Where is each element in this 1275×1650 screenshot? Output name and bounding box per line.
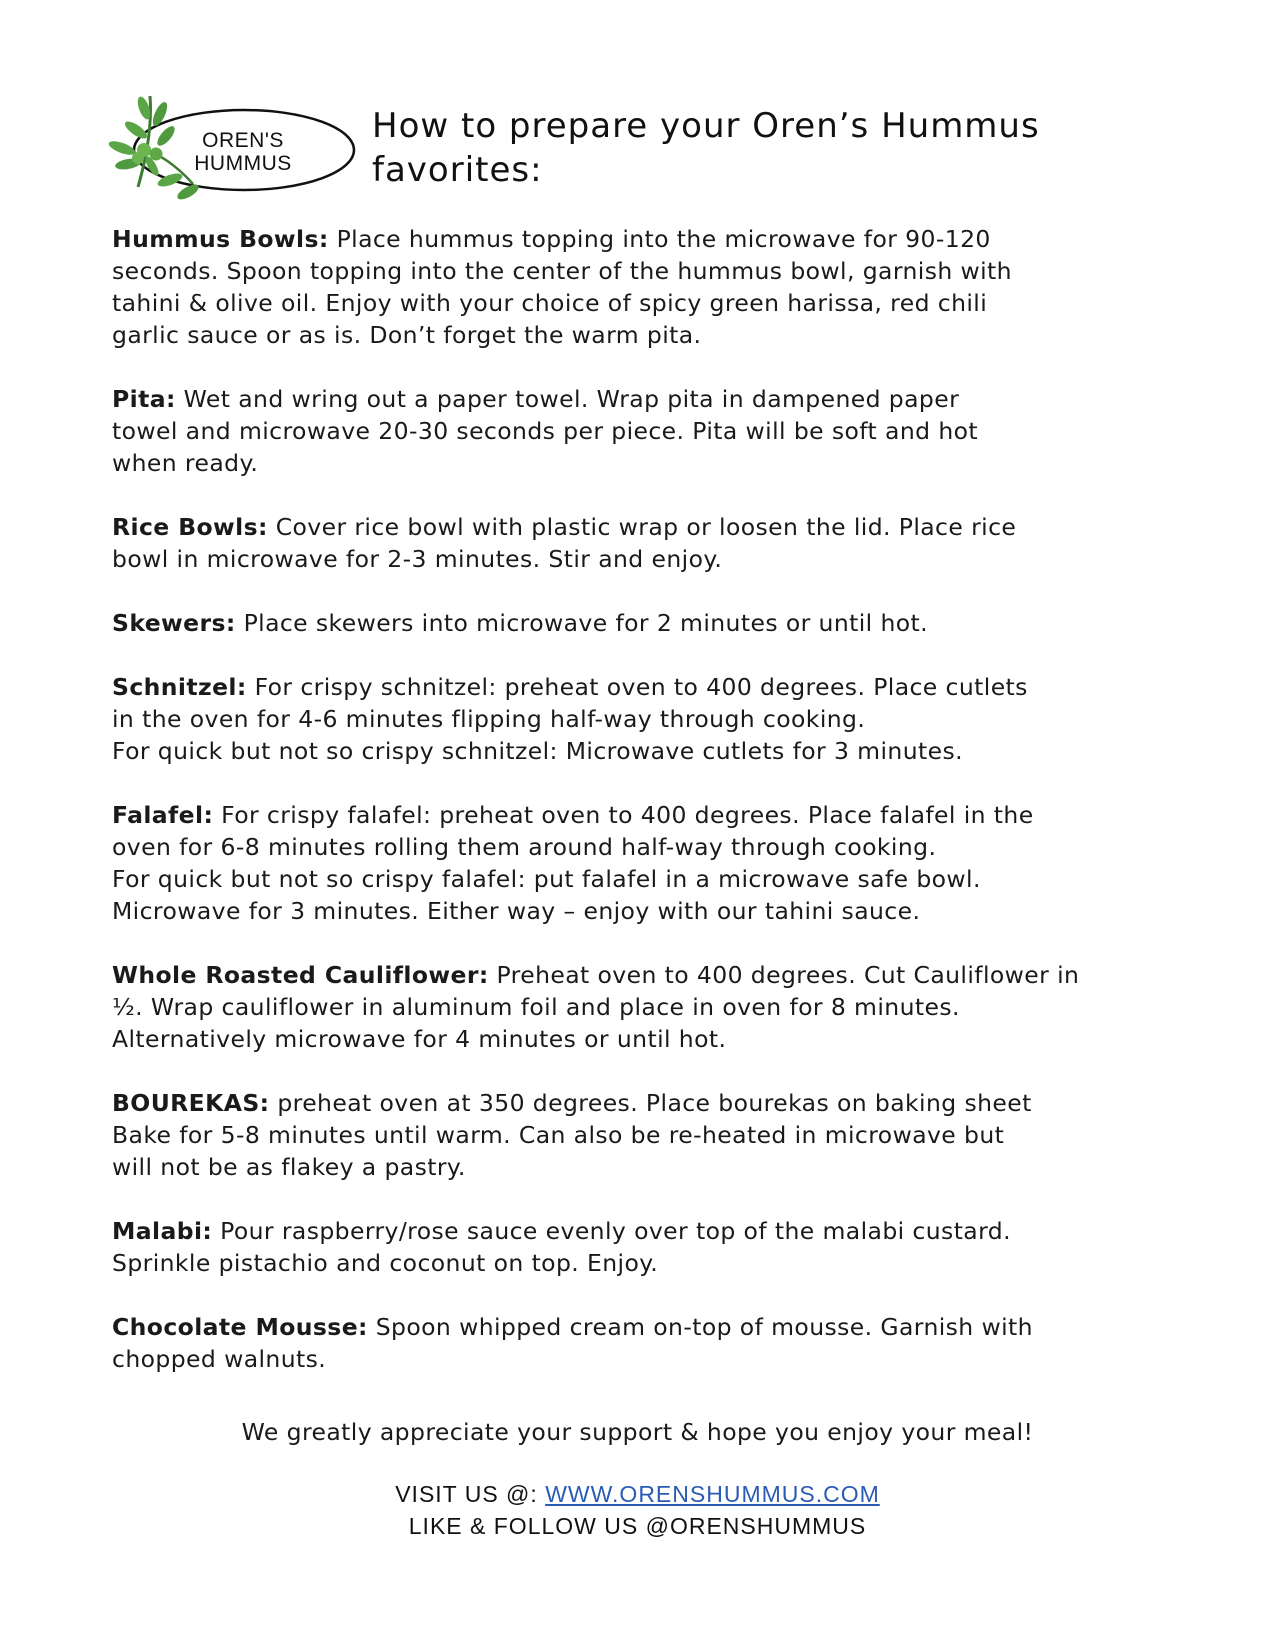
section-text: Microwave for 3 minutes. Either way – enjoy with our tahini sauce.	[112, 897, 921, 925]
orens-hummus-logo	[108, 92, 358, 204]
instruction-line	[112, 1343, 1172, 1375]
footer	[0, 1478, 1275, 1542]
instruction-line	[112, 447, 1172, 479]
instruction-section	[112, 223, 1172, 351]
logo-line-1: OREN'S	[202, 129, 284, 152]
logo-line-2: HUMMUS	[194, 152, 292, 175]
instruction-line	[112, 223, 1172, 255]
visit-line	[0, 1478, 1275, 1510]
page-title: How to prepare your Oren’s Hummus favorites:	[372, 106, 1040, 190]
section-text: bowl in microwave for 2-3 minutes. Stir and enjoy.	[112, 545, 723, 573]
section-label: Falafel:	[112, 801, 214, 829]
instruction-line	[112, 831, 1172, 863]
section-text: towel and microwave 20-30 seconds per piece. Pita will be soft and hot	[112, 417, 979, 445]
section-text: oven for 6-8 minutes rolling them around half-way through cooking.	[112, 833, 937, 861]
instruction-line	[112, 255, 1172, 287]
instruction-section	[112, 607, 1172, 639]
instruction-line	[112, 991, 1172, 1023]
instruction-line	[112, 319, 1172, 351]
section-text: when ready.	[112, 449, 259, 477]
instruction-line	[112, 863, 1172, 895]
section-label: Rice Bowls:	[112, 513, 268, 541]
section-text: Alternatively microwave for 4 minutes or until hot.	[112, 1025, 727, 1053]
section-text: Pour raspberry/rose sauce evenly over top of the malabi custard.	[220, 1217, 1011, 1245]
instruction-line	[112, 1087, 1172, 1119]
website-link[interactable]: WWW.ORENSHUMMUS.COM	[545, 1481, 880, 1507]
section-label: Chocolate Mousse:	[112, 1313, 368, 1341]
instruction-line	[112, 287, 1172, 319]
section-text: Place skewers into microwave for 2 minutes or until hot.	[243, 609, 929, 637]
instruction-line	[112, 1023, 1172, 1055]
instruction-line	[112, 1247, 1172, 1279]
instruction-section	[112, 799, 1172, 927]
instruction-section	[112, 959, 1172, 1055]
section-text: For crispy falafel: preheat oven to 400 degrees. Place falafel in the	[221, 801, 1034, 829]
section-label: BOUREKAS:	[112, 1089, 270, 1117]
instruction-line	[112, 543, 1172, 575]
instruction-line	[112, 671, 1172, 703]
instruction-section	[112, 1311, 1172, 1375]
instruction-line	[112, 1151, 1172, 1183]
section-text: seconds. Spoon topping into the center of the hummus bowl, garnish with	[112, 257, 1012, 285]
section-text: Bake for 5-8 minutes until warm. Can also be re-heated in microwave but	[112, 1121, 1005, 1149]
instruction-line	[112, 959, 1172, 991]
section-text: Sprinkle pistachio and coconut on top. Enjoy.	[112, 1249, 659, 1277]
section-text: Spoon whipped cream on-top of mousse. Garnish with	[375, 1313, 1033, 1341]
section-text: garlic sauce or as is. Don’t forget the warm pita.	[112, 321, 702, 349]
section-text: Preheat oven to 400 degrees. Cut Cauliflower in	[496, 961, 1080, 989]
section-label: Whole Roasted Cauliflower:	[112, 961, 489, 989]
instruction-section	[112, 511, 1172, 575]
closing-message: We greatly appreciate your support & hope you enjoy your meal!	[241, 1418, 1034, 1446]
section-text: will not be as flakey a pastry.	[112, 1153, 466, 1181]
section-label: Schnitzel:	[112, 673, 247, 701]
section-text: For crispy schnitzel: preheat oven to 400 degrees. Place cutlets	[254, 673, 1028, 701]
instruction-line	[112, 735, 1172, 767]
instruction-line	[112, 799, 1172, 831]
instructions-list	[112, 223, 1172, 1407]
section-label: Malabi:	[112, 1217, 213, 1245]
instruction-line	[112, 1311, 1172, 1343]
section-label: Pita:	[112, 385, 176, 413]
section-label: Skewers:	[112, 609, 236, 637]
instruction-line	[112, 703, 1172, 735]
section-text: For quick but not so crispy schnitzel: Microwave cutlets for 3 minutes.	[112, 737, 963, 765]
instruction-line	[112, 895, 1172, 927]
section-text: Wet and wring out a paper towel. Wrap pita in dampened paper	[183, 385, 960, 413]
instruction-line	[112, 511, 1172, 543]
section-text: ½. Wrap cauliflower in aluminum foil and place in oven for 8 minutes.	[112, 993, 960, 1021]
instruction-line	[112, 607, 1172, 639]
section-text: Place hummus topping into the microwave for 90-120	[336, 225, 991, 253]
instruction-line	[112, 415, 1172, 447]
section-text: in the oven for 4-6 minutes flipping half-way through cooking.	[112, 705, 866, 733]
instruction-section	[112, 1087, 1172, 1183]
logo-wordmark	[178, 129, 308, 175]
section-label: Hummus Bowls:	[112, 225, 329, 253]
instruction-section	[112, 383, 1172, 479]
visit-prefix: VISIT US @:	[395, 1481, 538, 1507]
follow-line: LIKE & FOLLOW US @ORENSHUMMUS	[408, 1513, 867, 1539]
section-text: chopped walnuts.	[112, 1345, 327, 1373]
section-text: tahini & olive oil. Enjoy with your choice of spicy green harissa, red chili	[112, 289, 988, 317]
instruction-line	[112, 1119, 1172, 1151]
instruction-line	[112, 1215, 1172, 1247]
instruction-line	[112, 383, 1172, 415]
instruction-section	[112, 1215, 1172, 1279]
section-text: Cover rice bowl with plastic wrap or loosen the lid. Place rice	[275, 513, 1017, 541]
section-text: preheat oven at 350 degrees. Place bourekas on baking sheet	[277, 1089, 1032, 1117]
instruction-section	[112, 671, 1172, 767]
section-text: For quick but not so crispy falafel: put falafel in a microwave safe bowl.	[112, 865, 981, 893]
